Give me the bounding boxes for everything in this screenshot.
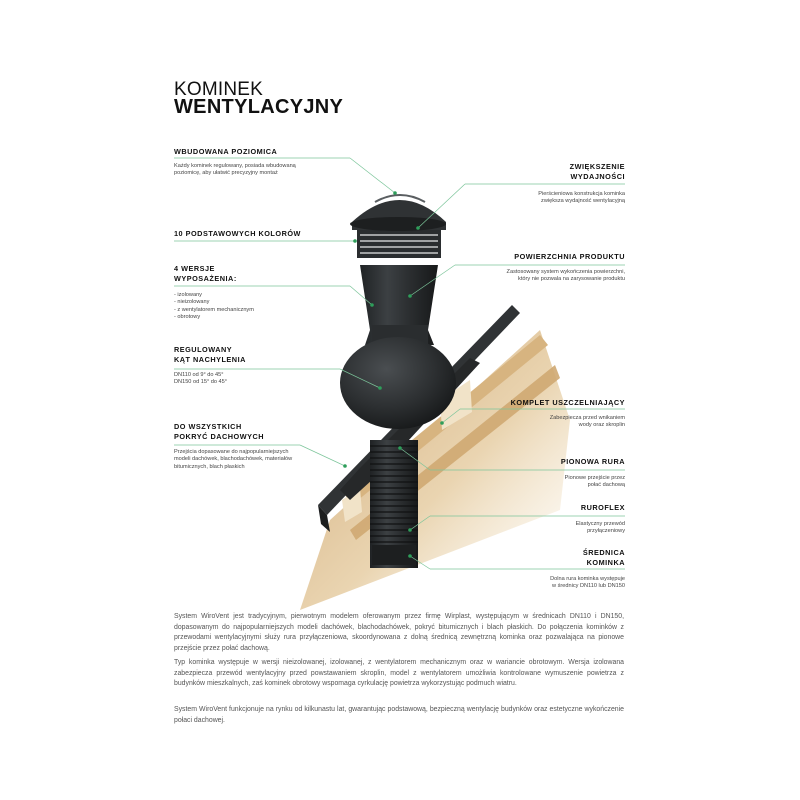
feature-desc-seals: Zabezpiecza przed wnikaniem wody oraz skroplin: [549, 415, 625, 429]
ball-joint: [340, 337, 456, 429]
marker-dot: [408, 294, 412, 298]
title-line-1: KOMINEK: [174, 79, 264, 100]
feature-desc-roofing: Przejścia dopasowane do najpopularniejszych modeli dachówek, blachodachówek, materiałów bitumicznych, blach płaskich: [174, 449, 293, 470]
feature-desc-ruroflex: Elastyczny przewód przyłączeniowy: [575, 521, 625, 535]
ruroflex-pipe: [370, 440, 418, 568]
title-line-2: WENTYLACYJNY: [174, 96, 344, 118]
paragraph-intro: System WiroVent jest tradycyjnym, pierwotnym modelem oferowanym przez firmę Wirplast, występującym w średnicach DN110 i DN150, dopasowanym do najpopularniejszych modeli dachówek, blachodachówek, pokryć bitumicznych i blach płaskich. Do połączenia kominków z przewodami wentylacyjnymi służy rura przyłączeniowa, skoordynowana z dolną średnicą zewnętrzną kominka oraz pozwalająca na pionowe przejście przez połać dachową.: [174, 613, 624, 652]
marker-dot: [416, 226, 420, 230]
feature-label-versions: 4 WERSJE WYPOSAŻENIA:: [174, 264, 237, 283]
feature-label-angle: REGULOWANY KĄT NACHYLENIA: [174, 345, 246, 364]
feature-desc-diameter: Dolna rura kominka występuje w średnicy DN110 lub DN150: [550, 576, 625, 590]
marker-dot: [398, 446, 402, 450]
feature-desc-versions: - izolowany - nieizolowany - z wentylatorem mechanicznym - obrotowy: [174, 292, 254, 321]
chimney-cap: [350, 195, 446, 258]
feature-label-efficiency: ZWIĘKSZENIE WYDAJNOŚCI: [569, 162, 625, 181]
paragraph-market: System WiroVent funkcjonuje na rynku od kilkunastu lat, gwarantując podstawową, bezpieczną wentylację budynków oraz estetyczne wykończenie połaci dachowej.: [174, 706, 624, 724]
feature-desc-level: Każdy kominek regulowany, posiada wbudowaną poziomicę, aby ułatwić precyzyjny montaż: [174, 163, 296, 177]
feature-label-roofing: DO WSZYSTKICH POKRYĆ DACHOWYCH: [174, 422, 265, 441]
marker-dot: [408, 528, 412, 532]
marker-dot: [408, 554, 412, 558]
feature-label-level: WBUDOWANA POZIOMICA: [174, 147, 278, 156]
feature-label-vertical-pipe: PIONOWA RURA: [560, 457, 625, 466]
feature-desc-vertical-pipe: Pionowe przejście przez połać dachową: [564, 475, 625, 489]
feature-label-seals: KOMPLET USZCZELNIAJĄCY: [510, 398, 625, 407]
marker-dot: [378, 386, 382, 390]
feature-desc-angle: DN110 od 9° do 45° DN150 od 15° do 45°: [174, 372, 227, 386]
feature-label-surface: POWIERZCHNIA PRODUKTU: [514, 252, 625, 261]
paragraph-versions: Typ kominka występuje w wersji nieizolowanej, izolowanej, z wentylatorem mechanicznym oraz w wariancie obrotowym. Wersja izolowana zabezpiecza przewód wentylacyjny przed powstawaniem skroplin, model z wentylatorem umożliwia kontrolowane wymuszenie powietrza z budynków mieszkalnych, zaś kominek obrotowy wspomaga cyrkulację powietrza wykorzystując podmuch wiatru.: [174, 659, 624, 688]
feature-label-ruroflex: RUROFLEX: [580, 503, 625, 512]
marker-dot: [353, 239, 357, 243]
feature-desc-efficiency: Pierścieniowa konstrukcja kominka zwiększa wydajność wentylacyjną: [538, 191, 625, 205]
marker-dot: [393, 191, 397, 195]
marker-dot: [440, 421, 444, 425]
feature-desc-surface: Zastosowany system wykończenia powierzchni, który nie pozwala na zarysowanie produktu: [506, 269, 625, 283]
marker-dot: [370, 303, 374, 307]
marker-dot: [343, 464, 347, 468]
feature-label-diameter: ŚREDNICA KOMINKA: [582, 548, 625, 567]
feature-label-colors: 10 PODSTAWOWYCH KOLORÓW: [174, 229, 301, 238]
